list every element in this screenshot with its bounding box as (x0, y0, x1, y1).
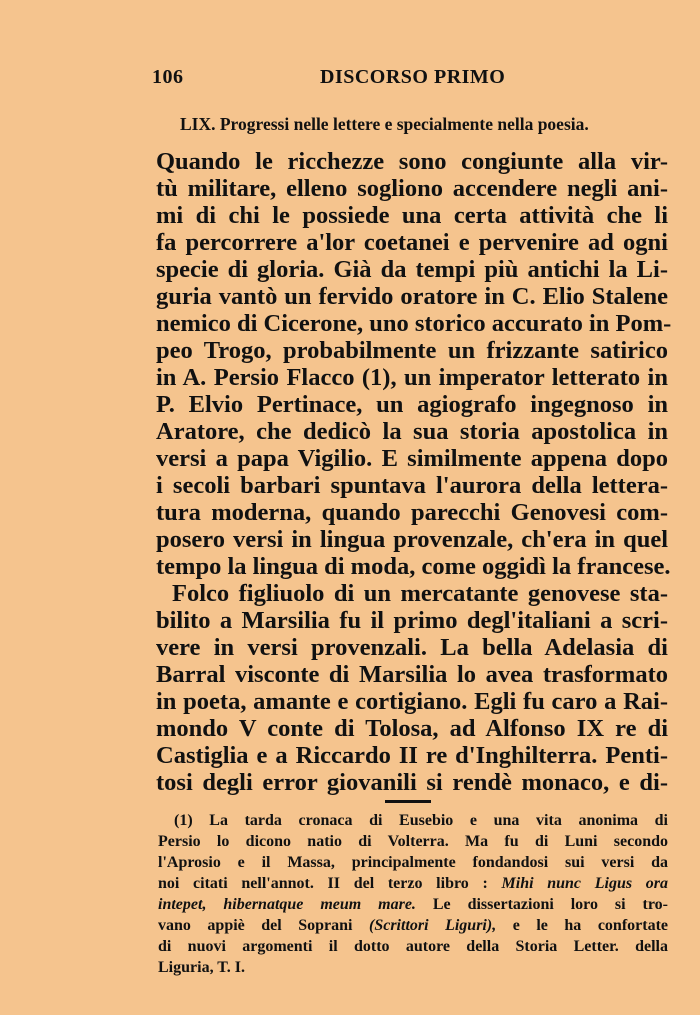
text-line: nemico di Cicerone, uno storico accurato in Pom- (156, 310, 672, 337)
footnote-line: (1) La tarda cronaca di Eusebio e una vita anonima di (174, 812, 668, 829)
text-line: Aratore, che dedicò la sua storia apostolica in (156, 418, 668, 445)
footnote (158, 810, 668, 978)
footnote-line: l'Aprosio e il Massa, principalmente fondandosi sui versi da (158, 854, 668, 871)
text-line: Folco figliuolo di un mercatante genovese sta- (172, 580, 668, 607)
text-line: mondo V conte di Tolosa, ad Alfonso IX re di (156, 715, 668, 742)
footnote-line (158, 894, 668, 915)
text-line: posero versi in lingua provenzale, ch'era in quel (156, 526, 668, 553)
page-header (152, 66, 672, 92)
text-line: Quando le ricchezze sono congiunte alla vir- (156, 148, 668, 175)
text-line: tura moderna, quando parecchi Genovesi com- (156, 499, 668, 526)
text-line: versi a papa Vigilio. E similmente appena dopo (156, 445, 668, 472)
text-line: Castiglia e a Riccardo II re d'Inghilterra. Penti- (156, 742, 668, 769)
body-text (156, 148, 672, 796)
text-line: peo Trogo, probabilmente un frizzante satirico (156, 337, 668, 364)
section-title: LIX. Progressi nelle lettere e specialmente nella poesia. (180, 114, 589, 134)
footnote-line: Persio lo dicono natio di Volterra. Ma fu di Luni secondo (158, 833, 668, 850)
text-line: mi di chi le possiede una certa attività che li (156, 202, 668, 229)
text-line: tosi degli error giovanili si rendè monaco, e di- (156, 769, 668, 796)
text-line: bilito a Marsilia fu il primo degl'italiani a scri- (156, 607, 668, 634)
running-head: DISCORSO PRIMO (320, 66, 506, 88)
text-line: vere in versi provenzali. La bella Adelasia di (156, 634, 668, 661)
text-line: in poeta, amante e cortigiano. Egli fu caro a Rai- (156, 688, 668, 715)
footnote-quote: intepet, hibernatque meum mare. (158, 896, 416, 913)
page-number: 106 (152, 66, 184, 88)
footnote-citation: (Scrittori Liguri), (369, 917, 497, 934)
footnote-text: noi citati nell'annot. II del terzo libro : (158, 875, 488, 892)
footnote-text: e le ha confortate (512, 917, 668, 934)
footnote-text: Le dissertazioni loro si tro- (432, 896, 669, 913)
footnote-text: vano appiè del Soprani (158, 917, 353, 934)
footnote-line (158, 915, 668, 936)
text-line: Barral visconte di Marsilia lo avea trasformato (156, 661, 668, 688)
text-line: P. Elvio Pertinace, un agiografo ingegnoso in (156, 391, 668, 418)
footnote-line: di nuovi argomenti il dotto autore della Storia Letter. della (158, 938, 668, 955)
text-line: specie di gloria. Già da tempi più antichi la Li- (156, 256, 668, 283)
text-line: guria vantò un fervido oratore in C. Elio Stalene (156, 283, 668, 310)
footnote-quote: Mihi nunc Ligus ora (501, 875, 668, 892)
footnote-line (158, 873, 668, 894)
footnote-line: Liguria, T. I. (158, 959, 245, 976)
text-line: in A. Persio Flacco (1), un imperator letterato in (156, 364, 668, 391)
text-line: fa percorrere a'lor coetanei e pervenire ad ogni (156, 229, 668, 256)
footnote-rule (385, 800, 431, 803)
text-line: tempo la lingua di moda, come oggidì la francese. (156, 553, 671, 580)
text-line: i secoli barbari spuntava l'aurora della lettera- (156, 472, 668, 499)
text-line: tù militare, elleno sogliono accendere negli ani- (156, 175, 668, 202)
